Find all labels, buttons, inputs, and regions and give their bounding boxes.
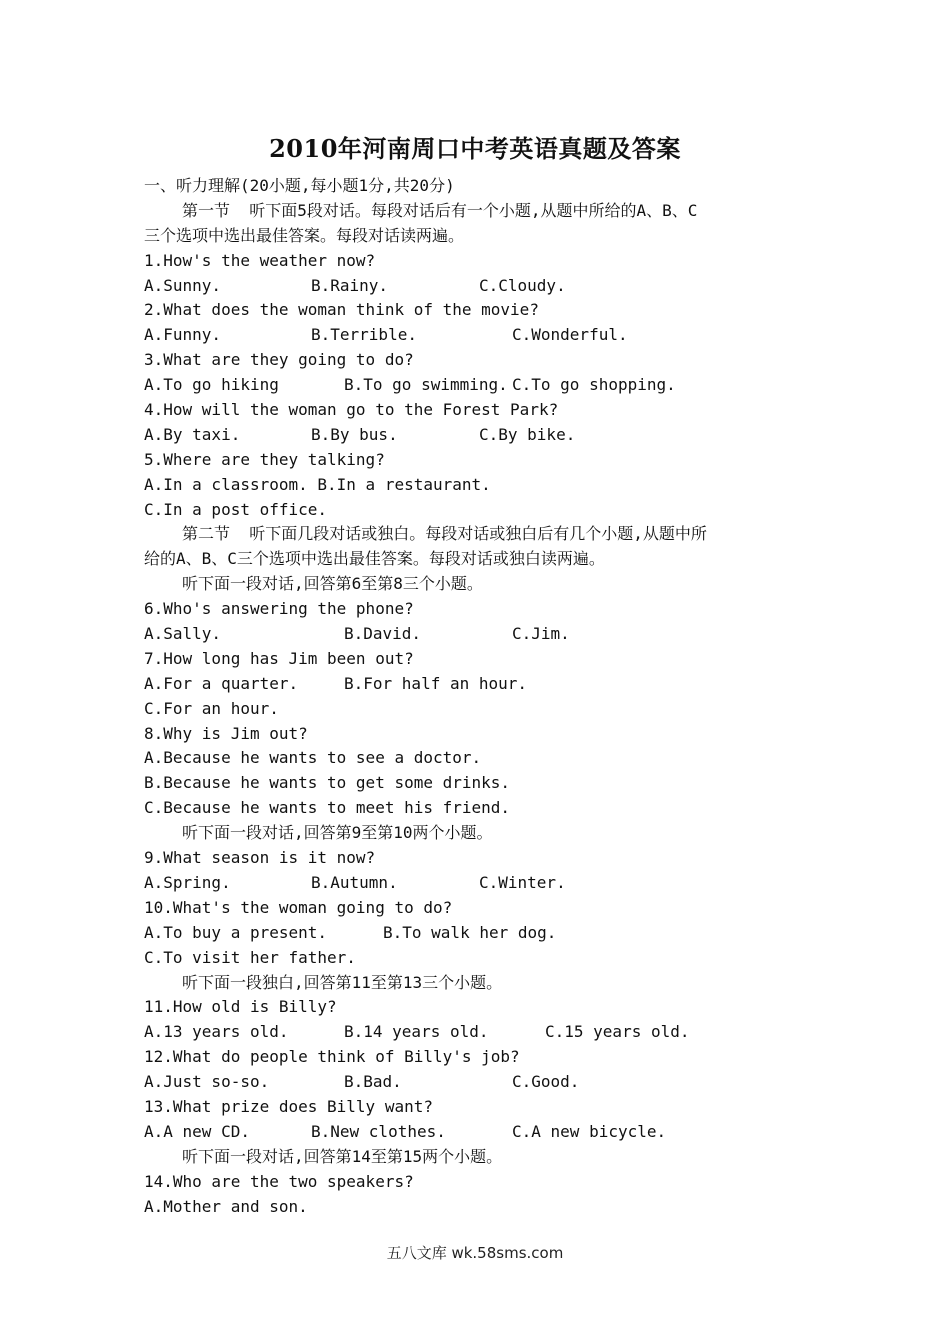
question-7: 7.How long has Jim been out? — [144, 648, 414, 668]
question-5: 5.Where are they talking? — [144, 449, 385, 469]
option-c: C.To go shopping. — [512, 375, 676, 395]
option-8-a: A.Because he wants to see a doctor. — [144, 748, 482, 768]
question-14: 14.Who are the two speakers? — [144, 1171, 414, 1191]
option-a: A.To go hiking — [144, 375, 279, 395]
option-c: C.Good. — [512, 1072, 580, 1092]
option-c: C.Wonderful. — [512, 325, 628, 345]
options-2 — [144, 323, 814, 348]
option-a: A.Spring. — [144, 872, 231, 892]
part2-instructions: 第二节 听下面几段对话或独白。每段对话或独白后有几个小题,从题中所 — [182, 524, 707, 544]
option-b: B.To go swimming. — [344, 375, 508, 395]
options-1 — [144, 274, 814, 299]
question-11: 11.How old is Billy? — [144, 997, 337, 1017]
option-b: B.14 years old. — [344, 1022, 489, 1042]
option-b: B.By bus. — [311, 424, 398, 444]
question-9: 9.What season is it now? — [144, 848, 376, 868]
option-b: B.Autumn. — [311, 872, 398, 892]
question-10: 10.What's the woman going to do? — [144, 897, 453, 917]
option-b: B.To walk her dog. — [383, 922, 557, 942]
option-a: A.A new CD. — [144, 1121, 250, 1141]
options-7 — [144, 672, 814, 697]
question-4: 4.How will the woman go to the Forest Park? — [144, 400, 559, 420]
option-8-c: C.Because he wants to meet his friend. — [144, 798, 511, 818]
question-3: 3.What are they going to do? — [144, 350, 414, 370]
intro-q14-15: 听下面一段对话,回答第14至第15两个小题。 — [182, 1146, 503, 1166]
option-a: A.To buy a present. — [144, 922, 328, 942]
page-title: 2010年河南周口中考英语真题及答案 — [269, 134, 681, 163]
options-5-ab: A.In a classroom. B.In a restaurant. — [144, 474, 491, 494]
question-6: 6.Who's answering the phone? — [144, 599, 414, 619]
option-c: C.Winter. — [479, 872, 566, 892]
part1-instructions: 第一节 听下面5段对话。每段对话后有一个小题,从题中所给的A、B、C — [182, 200, 698, 220]
footer-watermark: 五八文库 wk.58sms.com — [386, 1244, 564, 1262]
part1-instructions-cont: 三个选项中选出最佳答案。每段对话读两遍。 — [144, 225, 465, 245]
question-1: 1.How's the weather now? — [144, 250, 376, 270]
option-7-c: C.For an hour. — [144, 698, 279, 718]
part2-instructions-cont: 给的A、B、C三个选项中选出最佳答案。每段对话或独白读两遍。 — [144, 549, 605, 569]
option-c: C.By bike. — [479, 424, 576, 444]
question-12: 12.What do people think of Billy's job? — [144, 1047, 520, 1067]
option-c: C.A new bicycle. — [512, 1121, 667, 1141]
intro-q11-13: 听下面一段独白,回答第11至第13三个小题。 — [182, 972, 503, 992]
option-a: A.13 years old. — [144, 1022, 289, 1042]
options-6 — [144, 622, 814, 647]
document-body — [144, 174, 814, 1219]
options-5-c: C.In a post office. — [144, 499, 328, 519]
option-8-b: B.Because he wants to get some drinks. — [144, 773, 511, 793]
option-b: B.Bad. — [344, 1072, 402, 1092]
options-12 — [144, 1070, 814, 1095]
options-4 — [144, 423, 814, 448]
option-c: C.15 years old. — [545, 1022, 690, 1042]
option-b: B.New clothes. — [311, 1121, 446, 1141]
option-a: A.Funny. — [144, 325, 222, 345]
question-2: 2.What does the woman think of the movie? — [144, 300, 539, 320]
section-heading: 一、听力理解(20小题,每小题1分,共20分) — [144, 176, 455, 195]
options-3 — [144, 373, 814, 398]
option-b: B.David. — [344, 624, 422, 644]
intro-q6-8: 听下面一段对话,回答第6至第8三个小题。 — [182, 574, 483, 594]
option-b: B.Terrible. — [311, 325, 417, 345]
options-13 — [144, 1120, 814, 1145]
option-a: A.For a quarter. — [144, 673, 299, 693]
option-b: B.Rainy. — [311, 275, 389, 295]
options-9 — [144, 871, 814, 896]
question-13: 13.What prize does Billy want? — [144, 1096, 433, 1116]
intro-q9-10: 听下面一段对话,回答第9至第10两个小题。 — [182, 823, 493, 843]
option-b: B.For half an hour. — [344, 673, 528, 693]
option-c: C.Cloudy. — [479, 275, 566, 295]
option-a: A.Sally. — [144, 624, 222, 644]
option-a: A.Just so-so. — [144, 1072, 270, 1092]
option-a: A.By taxi. — [144, 424, 241, 444]
question-8: 8.Why is Jim out? — [144, 723, 308, 743]
option-14-a: A.Mother and son. — [144, 1196, 308, 1216]
options-10 — [144, 921, 814, 946]
option-c: C.Jim. — [512, 624, 570, 644]
option-a: A.Sunny. — [144, 275, 222, 295]
options-11 — [144, 1020, 814, 1045]
option-10-c: C.To visit her father. — [144, 947, 356, 967]
